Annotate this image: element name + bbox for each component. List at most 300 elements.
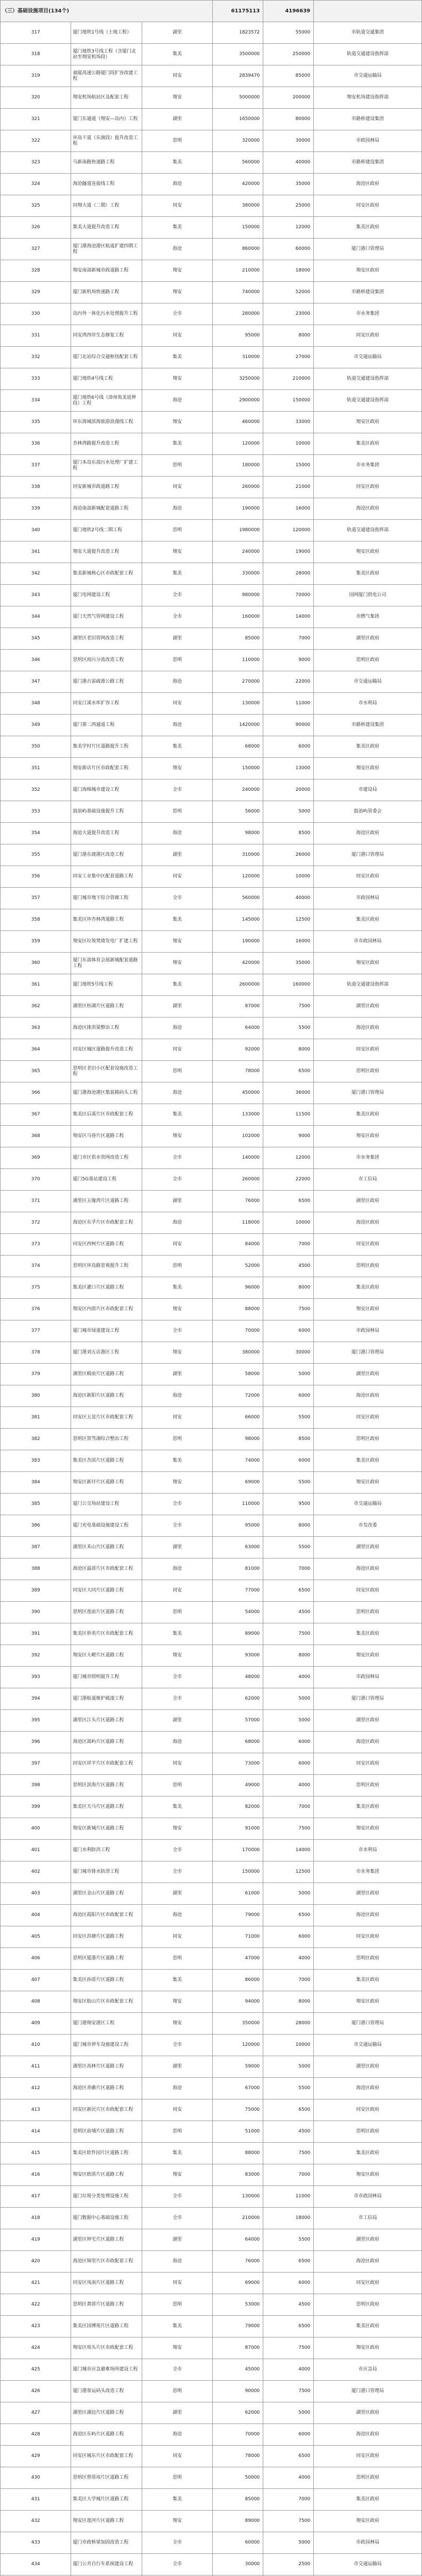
district: 湖里 — [142, 22, 212, 44]
responsible-unit: 海沧区政府 — [314, 2424, 422, 2446]
total-investment: 48000 — [213, 1667, 263, 1688]
row-number: 366 — [1, 1082, 71, 1104]
total-investment: 63000 — [213, 1537, 263, 1558]
total-investment: 420000 — [213, 174, 263, 195]
project-name: 厦门公共自行车系统建设工程 — [71, 2554, 142, 2575]
year-plan: 200000 — [263, 87, 314, 109]
district: 翔安 — [142, 412, 212, 433]
year-plan: 6500 — [263, 1905, 314, 1926]
responsible-unit: 湖里区政府 — [314, 1883, 422, 1905]
year-plan: 11500 — [263, 1104, 314, 1126]
responsible-unit: 集美区政府 — [314, 1104, 422, 1126]
year-plan: 5500 — [263, 1018, 314, 1039]
project-name: 湖里区钟宅片区道路工程 — [71, 2229, 142, 2251]
year-plan: 10000 — [263, 866, 314, 888]
district: 全市 — [142, 888, 212, 909]
responsible-unit: 同安区政府 — [314, 1407, 422, 1429]
responsible-unit: 厦门港口管理局 — [314, 844, 422, 866]
table-row — [1, 2424, 422, 2446]
district: 翔安 — [142, 1472, 212, 1494]
table-row — [1, 1840, 422, 1861]
row-number: 377 — [1, 1320, 71, 1342]
year-plan: 5500 — [263, 1537, 314, 1558]
table-row — [1, 347, 422, 368]
responsible-unit: 翔安区政府 — [314, 1991, 422, 2013]
year-plan: 7000 — [263, 1558, 314, 1580]
project-name: 厦门水利防洪工程 — [71, 1840, 142, 1861]
year-plan: 20000 — [263, 779, 314, 801]
responsible-unit: 市交通运输局 — [314, 671, 422, 693]
district: 海沧 — [142, 1732, 212, 1753]
row-number: 345 — [1, 628, 71, 650]
district: 翔安 — [142, 931, 212, 953]
district: 集美 — [142, 1450, 212, 1472]
responsible-unit: 轨道交通建设指挥部 — [314, 44, 422, 65]
year-plan: 9500 — [263, 1494, 314, 1515]
table-row — [1, 152, 422, 174]
responsible-unit: 集美区政府 — [314, 1450, 422, 1472]
table-row — [1, 87, 422, 109]
total-investment: 240000 — [213, 779, 263, 801]
row-number: 339 — [1, 498, 71, 520]
total-investment: 64000 — [213, 2229, 263, 2251]
row-number: 325 — [1, 195, 71, 217]
district: 全市 — [142, 1320, 212, 1342]
total-investment: 350000 — [213, 2013, 263, 2035]
project-name: 同安区城东片区市政配套工程 — [71, 2446, 142, 2467]
project-name: 湖里区高林片区道路工程 — [71, 2056, 142, 2078]
year-plan: 12500 — [263, 909, 314, 931]
year-plan: 60000 — [263, 239, 314, 260]
responsible-unit: 海沧区政府 — [314, 2078, 422, 2099]
row-number: 317 — [1, 22, 71, 44]
table-row — [1, 606, 422, 628]
row-number: 350 — [1, 736, 71, 758]
total-investment: 460000 — [213, 412, 263, 433]
row-number: 323 — [1, 152, 71, 174]
table-row — [1, 1320, 422, 1342]
table-row — [1, 844, 422, 866]
district: 全市 — [142, 1861, 212, 1883]
table-row — [1, 1883, 422, 1905]
total-investment: 68000 — [213, 736, 263, 758]
total-investment: 270000 — [213, 671, 263, 693]
responsible-unit: 集美区政府 — [314, 1277, 422, 1299]
total-investment: 87000 — [213, 996, 263, 1018]
responsible-unit: 集美区政府 — [314, 909, 422, 931]
year-plan: 150000 — [263, 390, 314, 412]
district: 海沧 — [142, 239, 212, 260]
project-name: 厦门地铁5号线工程 — [71, 974, 142, 996]
row-number: 380 — [1, 1385, 71, 1407]
year-plan: 13000 — [263, 758, 314, 779]
total-investment: 89000 — [213, 1623, 263, 1645]
project-name: 厦门城市停车设施建设工程 — [71, 2035, 142, 2056]
row-number: 327 — [1, 239, 71, 260]
year-plan: 5000 — [263, 1364, 314, 1385]
district: 湖里 — [142, 628, 212, 650]
total-investment: 52000 — [213, 1256, 263, 1277]
row-number: 430 — [1, 2467, 71, 2489]
responsible-unit: 思明区政府 — [314, 1256, 422, 1277]
row-number: 318 — [1, 44, 71, 65]
district: 全市 — [142, 2532, 212, 2554]
total-investment: 145000 — [213, 909, 263, 931]
row-number: 347 — [1, 671, 71, 693]
responsible-unit: 市政园林局 — [314, 1667, 422, 1688]
table-row — [1, 1082, 422, 1104]
district: 海沧 — [142, 1905, 212, 1926]
table-row — [1, 1710, 422, 1732]
row-number: 390 — [1, 1602, 71, 1623]
responsible-unit: 集美区政府 — [314, 1797, 422, 1818]
responsible-unit: 市路桥建设集团 — [314, 109, 422, 130]
year-plan: 18000 — [263, 260, 314, 282]
responsible-unit: 翔安区政府 — [314, 412, 422, 433]
table-row — [1, 931, 422, 953]
project-name: 海沧区东屿片区道路工程 — [71, 2424, 142, 2446]
project-name: 鼓浪屿基础设施提升工程 — [71, 801, 142, 823]
row-number: 382 — [1, 1429, 71, 1450]
table-row — [1, 1169, 422, 1191]
district: 湖里 — [142, 1883, 212, 1905]
row-number: 414 — [1, 2121, 71, 2143]
project-name: 厦门地铁2号线二期工程 — [71, 520, 142, 541]
year-plan: 6000 — [263, 736, 314, 758]
district: 翔安 — [142, 758, 212, 779]
responsible-unit: 同安区政府 — [314, 195, 422, 217]
year-plan: 6000 — [263, 1926, 314, 1948]
total-investment: 62000 — [213, 1688, 263, 1710]
year-plan: 2500 — [263, 2554, 314, 2575]
responsible-unit: 翔安区政府 — [314, 1818, 422, 1840]
project-name: 海沧区排洪渠整治工程 — [71, 1018, 142, 1039]
table-row — [1, 303, 422, 325]
project-name: 厦门港航道维护疏浚工程 — [71, 1688, 142, 1710]
project-name: 海沧南部新城配套道路工程 — [71, 498, 142, 520]
responsible-unit: 翔安区政府 — [314, 953, 422, 974]
table-row — [1, 2056, 422, 2078]
year-plan: 7500 — [263, 2381, 314, 2402]
row-number: 361 — [1, 974, 71, 996]
responsible-unit: 湖里区政府 — [314, 1537, 422, 1558]
district: 翔安 — [142, 1645, 212, 1667]
district: 同安 — [142, 477, 212, 498]
table-row — [1, 1494, 422, 1515]
project-name: 湖里区江头片区道路工程 — [71, 1710, 142, 1732]
district: 思明 — [142, 2381, 212, 2402]
responsible-unit: 市路桥建设集团 — [314, 282, 422, 303]
table-row — [1, 2143, 422, 2164]
year-plan: 11000 — [263, 2186, 314, 2208]
district: 湖里 — [142, 1537, 212, 1558]
row-number: 401 — [1, 1840, 71, 1861]
table-row — [1, 1299, 422, 1320]
table-row — [1, 2013, 422, 2035]
row-number: 334 — [1, 390, 71, 412]
row-number: 407 — [1, 1970, 71, 1991]
year-plan: 7000 — [263, 2489, 314, 2511]
table-row — [1, 2035, 422, 2056]
responsible-unit: 市水务集团 — [314, 1147, 422, 1169]
project-name: 集美新城核心区市政配套工程 — [71, 563, 142, 585]
district: 海沧 — [142, 1212, 212, 1234]
total-investment: 1420000 — [213, 715, 263, 736]
total-investment: 49000 — [213, 1775, 263, 1797]
table-row — [1, 282, 422, 303]
total-investment: 79000 — [213, 2316, 263, 2337]
table-row — [1, 801, 422, 823]
row-number: 385 — [1, 1494, 71, 1515]
responsible-unit: 翔安区政府 — [314, 541, 422, 563]
row-number: 357 — [1, 888, 71, 909]
responsible-unit: 翔安区政府 — [314, 758, 422, 779]
row-number: 411 — [1, 2056, 71, 2078]
district: 全市 — [142, 1667, 212, 1688]
district: 集美 — [142, 974, 212, 996]
table-row — [1, 1797, 422, 1818]
project-name: 同安区城区道路提升改造工程 — [71, 1039, 142, 1061]
total-investment: 860000 — [213, 239, 263, 260]
row-number: 319 — [1, 65, 71, 87]
total-investment: 81000 — [213, 1558, 263, 1580]
district: 全市 — [142, 2186, 212, 2208]
responsible-unit: 市水务集团 — [314, 1861, 422, 1883]
total-investment: 90000 — [213, 2381, 263, 2402]
responsible-unit: 轨道交通建设指挥部 — [314, 974, 422, 996]
project-name: 厦门港翔安港区工程 — [71, 2013, 142, 2035]
year-plan: 120000 — [263, 520, 314, 541]
year-plan: 7500 — [263, 1623, 314, 1645]
responsible-unit: 翔安区政府 — [314, 260, 422, 282]
district: 翔安 — [142, 1126, 212, 1147]
responsible-unit: 思明区政府 — [314, 2467, 422, 2489]
table-row — [1, 1104, 422, 1126]
responsible-unit: 市轨道交通集团 — [314, 22, 422, 44]
year-plan: 22000 — [263, 671, 314, 693]
responsible-unit: 同安区政府 — [314, 2099, 422, 2121]
year-plan: 8000 — [263, 325, 314, 347]
district: 集美 — [142, 152, 212, 174]
year-plan: 7500 — [263, 996, 314, 1018]
district: 海沧 — [142, 1558, 212, 1580]
project-name: 厦门港客运码头改造工程 — [71, 2381, 142, 2402]
responsible-unit: 市市政园林局 — [314, 2186, 422, 2208]
project-name: 翔安机场航站区及配套工程 — [71, 87, 142, 109]
total-investment: 380000 — [213, 195, 263, 217]
row-number: 428 — [1, 2424, 71, 2446]
table-row — [1, 2337, 422, 2359]
row-number: 367 — [1, 1104, 71, 1126]
total-investment: 190000 — [213, 931, 263, 953]
total-investment: 61000 — [213, 1883, 263, 1905]
table-row — [1, 585, 422, 606]
responsible-unit: 湖里区政府 — [314, 2229, 422, 2251]
district: 翔安 — [142, 260, 212, 282]
year-plan: 12000 — [263, 1147, 314, 1169]
total-investment: 560000 — [213, 152, 263, 174]
project-name: 厦门市区供水管网改造工程 — [71, 1147, 142, 1169]
table-row — [1, 1018, 422, 1039]
table-row — [1, 1515, 422, 1537]
district: 湖里 — [142, 844, 212, 866]
total-investment: 120000 — [213, 2035, 263, 2056]
year-plan: 8000 — [263, 1515, 314, 1537]
row-number: 413 — [1, 2099, 71, 2121]
table-row — [1, 1970, 422, 1991]
year-plan: 16000 — [263, 931, 314, 953]
project-name: 厦门地铁1号线（土地工程） — [71, 22, 142, 44]
total-investment: 310000 — [213, 347, 263, 368]
responsible-unit: 市应急局 — [314, 2359, 422, 2381]
district: 翔安 — [142, 368, 212, 390]
district: 海沧 — [142, 1082, 212, 1104]
responsible-unit: 同安区政府 — [314, 1753, 422, 1775]
table-row — [1, 1818, 422, 1840]
total-investment: 2839470 — [213, 65, 263, 87]
district: 全市 — [142, 1494, 212, 1515]
table-row — [1, 1688, 422, 1710]
district: 海沧 — [142, 174, 212, 195]
district: 同安 — [142, 2273, 212, 2294]
total-investment: 150000 — [213, 758, 263, 779]
row-number: 374 — [1, 1256, 71, 1277]
project-name: 同安区西柯片区道路工程 — [71, 1234, 142, 1256]
project-name: 厦门数据中心基础设施工程 — [71, 2208, 142, 2229]
total-investment: 3500000 — [213, 44, 263, 65]
project-name: 海沧区新阳片区道路工程 — [71, 1385, 142, 1407]
row-number: 429 — [1, 2446, 71, 2467]
row-number: 365 — [1, 1061, 71, 1082]
total-investment: 330000 — [213, 563, 263, 585]
district: 集美 — [142, 736, 212, 758]
year-plan: 9000 — [263, 650, 314, 671]
project-name: 海沧隧道连接线工程 — [71, 174, 142, 195]
total-investment: 240000 — [213, 541, 263, 563]
project-name: 翔安区琼头片区市政配套工程 — [71, 2337, 142, 2359]
district: 集美 — [142, 1623, 212, 1645]
year-plan: 250000 — [263, 44, 314, 65]
responsible-unit: 思明区政府 — [314, 1602, 422, 1623]
year-plan: 11000 — [263, 693, 314, 715]
total-investment: 98000 — [213, 1429, 263, 1450]
year-plan: 6000 — [263, 1753, 314, 1775]
responsible-unit: 海沧区政府 — [314, 1385, 422, 1407]
year-plan: 5000 — [263, 2402, 314, 2424]
table-row — [1, 477, 422, 498]
total-investment: 69000 — [213, 1472, 263, 1494]
year-plan: 10000 — [263, 433, 314, 455]
total-investment: 150000 — [213, 217, 263, 239]
project-name: 厦门5G基站建设工程 — [71, 1169, 142, 1191]
year-plan: 7500 — [263, 1299, 314, 1320]
table-row — [1, 650, 422, 671]
table-row — [1, 2554, 422, 2575]
responsible-unit: 轨道交通建设指挥部 — [314, 368, 422, 390]
responsible-unit: 翔安区政府 — [314, 2511, 422, 2532]
table-row — [1, 2532, 422, 2554]
project-name: 海沧大道提升改造工程 — [71, 823, 142, 844]
responsible-unit: 厦门港口管理局 — [314, 1688, 422, 1710]
row-number: 355 — [1, 844, 71, 866]
total-investment: 76000 — [213, 2251, 263, 2273]
responsible-unit: 同安区政府 — [314, 2446, 422, 2467]
total-investment: 450000 — [213, 1082, 263, 1104]
year-plan: 7000 — [263, 2164, 314, 2186]
responsible-unit: 鼓浪屿管委会 — [314, 801, 422, 823]
row-number: 395 — [1, 1710, 71, 1732]
responsible-unit: 海沧区政府 — [314, 1558, 422, 1580]
total-investment: 150000 — [213, 1861, 263, 1883]
row-number: 373 — [1, 1234, 71, 1256]
year-plan: 70000 — [263, 585, 314, 606]
total-investment: 130000 — [213, 693, 263, 715]
project-name: 翔安区垃圾焚烧发电厂扩建工程 — [71, 931, 142, 953]
district: 思明 — [142, 455, 212, 477]
table-row — [1, 1407, 422, 1429]
district: 海沧 — [142, 2078, 212, 2099]
section-total-investment: 61175113 — [213, 1, 263, 22]
project-name: 厦门城市应急避难场所建设工程 — [71, 2359, 142, 2381]
row-number: 420 — [1, 2251, 71, 2273]
responsible-unit: 翔安区政府 — [314, 1126, 422, 1147]
responsible-unit: 市交通运输局 — [314, 65, 422, 87]
district: 集美 — [142, 347, 212, 368]
responsible-unit: 厦门港口管理局 — [314, 1082, 422, 1104]
row-number: 419 — [1, 2229, 71, 2251]
year-plan: 5500 — [263, 1472, 314, 1494]
year-plan: 160000 — [263, 974, 314, 996]
project-name: 厦门充电基础设施建设工程 — [71, 1515, 142, 1537]
district: 翔安 — [142, 541, 212, 563]
year-plan: 5500 — [263, 1407, 314, 1429]
responsible-unit: 集美区政府 — [314, 217, 422, 239]
row-number: 392 — [1, 1645, 71, 1667]
row-number: 424 — [1, 2337, 71, 2359]
responsible-unit: 海沧区政府 — [314, 1212, 422, 1234]
district: 同安 — [142, 65, 212, 87]
total-investment: 85000 — [213, 628, 263, 650]
project-name: 厦门东部体育会展新城配套道路工程 — [71, 953, 142, 974]
row-number: 398 — [1, 1775, 71, 1797]
year-plan: 4000 — [263, 2359, 314, 2381]
project-name: 集美区软件园片区道路工程 — [71, 2143, 142, 2164]
year-plan: 23000 — [263, 303, 314, 325]
district: 同安 — [142, 693, 212, 715]
responsible-unit: 思明区政府 — [314, 1061, 422, 1082]
year-plan: 35000 — [263, 953, 314, 974]
project-name: 厦门垃圾分类处理设施工程 — [71, 2186, 142, 2208]
table-row — [1, 217, 422, 239]
row-number: 391 — [1, 1623, 71, 1645]
row-number: 346 — [1, 650, 71, 671]
row-number: 403 — [1, 1883, 71, 1905]
project-name: 同安汀溪水库扩容工程 — [71, 693, 142, 715]
project-name: 翔安区大嶝片区道路工程 — [71, 1645, 142, 1667]
district: 集美 — [142, 1797, 212, 1818]
row-number: 363 — [1, 1018, 71, 1039]
total-investment: 260000 — [213, 1169, 263, 1191]
table-row — [1, 1991, 422, 2013]
section-header-row — [1, 1, 422, 22]
responsible-unit: 集美区政府 — [314, 2489, 422, 2511]
row-number: 354 — [1, 823, 71, 844]
responsible-unit: 思明区政府 — [314, 650, 422, 671]
total-investment: 1823572 — [213, 22, 263, 44]
district: 思明 — [142, 1948, 212, 1970]
total-investment: 78000 — [213, 2446, 263, 2467]
district: 湖里 — [142, 2402, 212, 2424]
